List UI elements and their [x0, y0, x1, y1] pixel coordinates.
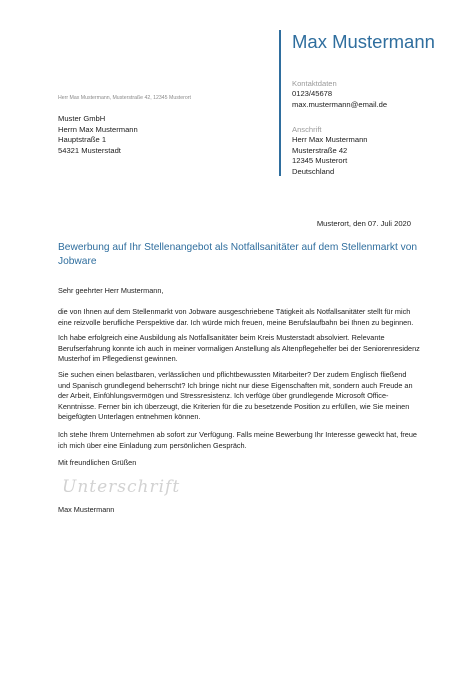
body-paragraph: Sie suchen einen belastbaren, verlässlichen und pflichtbewussten Mitarbeiter? Der zudem Englisch fließend und Spanisch grundlegend beherrscht? Ich bringe nicht nur diese Eigenschaften mit, sondern auch Freude an der Arbeit, Einfühlungsvermögen und Stressresistenz. Ich verfüge über grundlegende Microsoft Office-Kenntnisse. Ferner bin ich überzeugt, die Kriterien für die zu besetzende Position zu erfüllen, wie Sie meinen beigefügten Unterlagen entnehmen können.	[58, 370, 413, 422]
address-line: Deutschland	[292, 166, 335, 176]
email-address: max.mustermann@email.de	[292, 99, 388, 109]
signer-name: Max Mustermann	[58, 505, 115, 514]
phone-number: 0123/45678	[292, 89, 333, 98]
signature: Unterschrift	[62, 477, 181, 497]
recipient-line: Hauptstraße 1	[58, 135, 107, 145]
letter-subject: Bewerbung auf Ihr Stellenangebot als Notfallsanitäter auf dem Stellenmarkt von Jobware	[58, 242, 418, 267]
address-line: Herr Max Mustermann	[292, 135, 368, 144]
body-paragraph: die von Ihnen auf dem Stellenmarkt von Jobware ausgeschriebene Tätigkeit als Notfallsanitäter stellt für mich eine reizvolle berufliche Perspektive dar. Ich würde mich freuen, meine Berufslaufbahn bei Ihnen zu beginnen.	[58, 307, 414, 327]
recipient-line: Herrn Max Mustermann	[58, 124, 138, 134]
letter-date: Musterort, den 07. Juli 2020	[316, 219, 411, 228]
recipient-address	[58, 114, 138, 156]
recipient-line: Muster GmbH	[58, 114, 106, 123]
address-line: Musterstraße 42	[292, 145, 348, 155]
salutation: Sehr geehrter Herr Mustermann,	[58, 286, 164, 295]
closing: Mit freundlichen Grüßen	[58, 458, 137, 467]
contact-label: Kontaktdaten	[292, 79, 337, 88]
contact-details	[292, 89, 387, 110]
body-paragraph: Ich habe erfolgreich eine Ausbildung als Notfallsanitäter beim Kreis Musterstadt absolviert. Relevante Berufserfahrung konnte ich auch in meiner vormaligen Anstellung als Altenpflegehelfer bei der Seniorenresidenz Musterhof im Pflegedienst gewinnen.	[58, 333, 420, 364]
recipient-line: 54321 Musterstadt	[58, 145, 121, 155]
applicant-address	[292, 135, 368, 177]
applicant-name: Max Mustermann	[292, 31, 435, 52]
address-line: 12345 Musterort	[292, 156, 348, 166]
address-label: Anschrift	[292, 125, 322, 134]
sender-return-line: Herr Max Mustermann, Musterstraße 42, 12345 Musterort	[58, 95, 191, 101]
header-divider	[279, 30, 281, 176]
body-paragraph: Ich stehe Ihrem Unternehmen ab sofort zur Verfügung. Falls meine Bewerbung Ihr Interesse geweckt hat, freue ich mich über eine Einladung zum persönlichen Gespräch.	[58, 430, 417, 450]
